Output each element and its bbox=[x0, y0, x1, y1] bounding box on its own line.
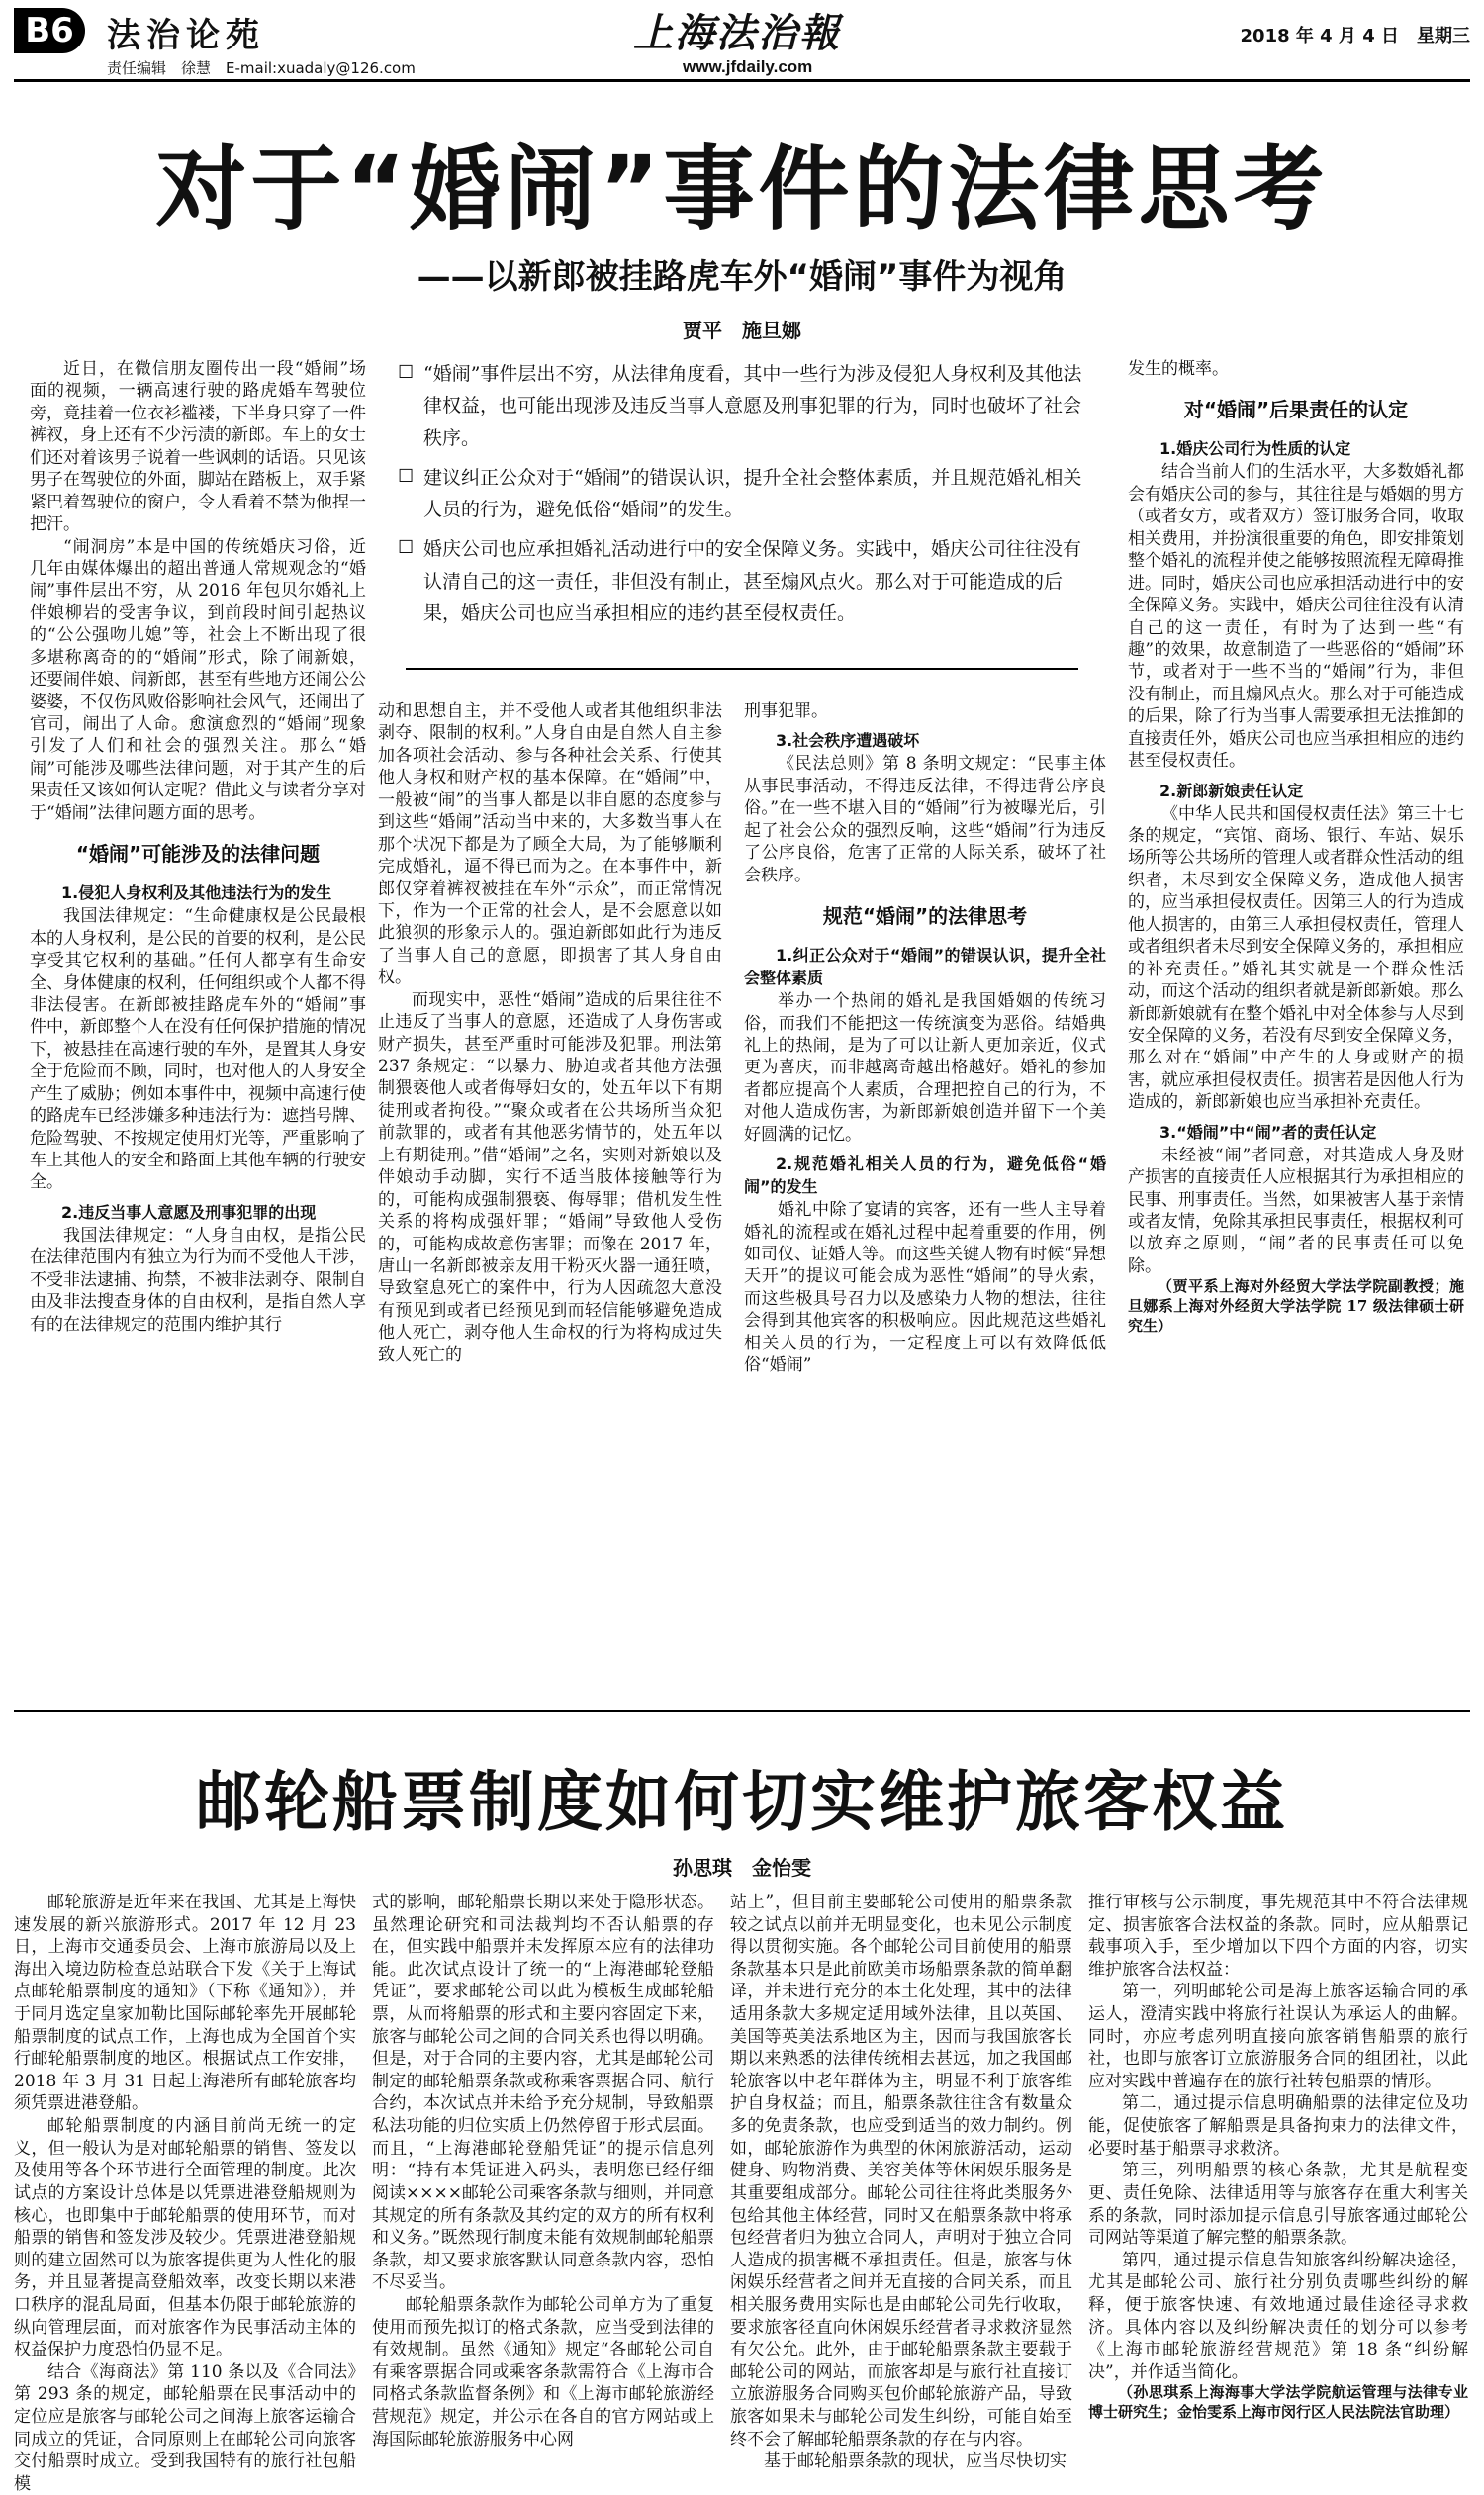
subheading: 1.侵犯人身权利及其他违法行为的发生 bbox=[61, 883, 332, 903]
article1-column-1 bbox=[30, 358, 366, 1336]
paragraph: 式的影响，邮轮船票长期以来处于隐形状态。虽然理论研究和司法裁判均不否认船票的存在，但实践中船票并未发挥原本应有的法律功能。此次试点设计了统一的“上海港邮轮登船凭证”，要求邮轮公司以此为模板生成邮轮船票，从而将船票的形式和主要内容固定下来，旅客与邮轮公司之间的合同关系也得以明确。但是，对于合同的主要内容，尤其是邮轮公司制定的邮轮船票条款或称乘客票据合同、航行合约，本次试点并未给予充分规制，导致船票私法功能的归位实质上仍然停留于形式层面。而且，“上海港邮轮登船凭证”的提示信息列明：“持有本凭证进入码头，表明您已经仔细阅读××××邮轮公司乘客条款与细则，并同意其规定的所有条款及其约定的双方的所有权利和义务。”既然现行制度未能有效规制邮轮船票条款，却又要求旅客默认同意条款内容，恐怕不尽妥当。 bbox=[372, 1893, 714, 2293]
article2-column-2 bbox=[372, 1892, 714, 2450]
editor-line: 责任编辑 徐慧 E-mail:xuadaly@126.com bbox=[107, 59, 416, 77]
article2-column-4 bbox=[1088, 1892, 1468, 2423]
paragraph: 邮轮船票制度的内涵目前尚无统一的定义，但一般认为是对邮轮船票的销售、签发以及使用等各个环节进行全面管理的制度。此次试点的方案设计总体是以凭票进港登船规则为核心，也即集中于邮轮船票的使用环节，而对船票的销售和签发涉及较少。凭票进港登船规则的建立固然可以为旅客提供更为人性化的服务，并且显著提高登船效率，改变长期以来港口秩序的混乱局面，但基本仍限于邮轮旅游的纵向管理层面，而对旅客作为民事活动主体的权益保护力度恐怕仍显不足。 bbox=[14, 2116, 356, 2360]
summary-box-rule bbox=[406, 668, 1078, 670]
header-rule bbox=[14, 79, 1470, 82]
paragraph: 邮轮船票条款作为邮轮公司单方为了重复使用而预先拟订的格式条款，应当受到法律的有效规制。虽然《通知》规定“各邮轮公司自有乘客票据合同或乘客条款需符合《上海市合同格式条款监督条例》和《上海市邮轮旅游经营规范》规定，并公示在各自的官方网站或上海国际邮轮旅游服务中心网 bbox=[372, 2294, 714, 2449]
subheading: 2.规范婚礼相关人员的行为，避免低俗“婚闹”的发生 bbox=[744, 1155, 1106, 1197]
author-note: （贾平系上海对外经贸大学法学院副教授；施旦娜系上海对外经贸大学法学院 17 级法律硕士研究生） bbox=[1128, 1277, 1464, 1335]
subheading: 1.纠正公众对于“婚闹”的错误认识，提升全社会整体素质 bbox=[744, 946, 1106, 988]
summary-item: ☐ 婚庆公司也应承担婚礼活动进行中的安全保障义务。实践中，婚庆公司往往没有认清自己的这一责任，非但没有制止，甚至煽风点火。那么对于可能造成的后果，婚庆公司也应当承担相应的违约甚至侵权责任。 bbox=[398, 533, 1090, 629]
article-divider bbox=[14, 1710, 1470, 1712]
author-note: （孙思琪系上海海事大学法学院航运管理与法律专业博士研究生；金怡雯系上海市闵行区人民法院法官助理） bbox=[1088, 2383, 1468, 2422]
summary-item: ☐ 建议纠正公众对于“婚闹”的错误认识，提升全社会整体素质，并且规范婚礼相关人员的行为，避免低俗“婚闹”的发生。 bbox=[398, 462, 1090, 526]
paragraph: 第一，列明邮轮公司是海上旅客运输合同的承运人，澄清实践中将旅行社误认为承运人的曲解。同时，亦应考虑列明直接向旅客销售船票的旅行社，也即与旅客订立旅游服务合同的组团社，以此应对实践中普遍存在的旅行社转包船票的情形。 bbox=[1088, 1982, 1468, 2091]
summary-item: ☐ “婚闹”事件层出不穷，从法律角度看，其中一些行为涉及侵犯人身权利及其他法律权益，也可能出现涉及违反当事人意愿及刑事犯罪的行为，同时也破坏了社会秩序。 bbox=[398, 358, 1090, 454]
paragraph: 站上”，但目前主要邮轮公司使用的船票条款较之试点以前并无明显变化，也未见公示制度得以贯彻实施。各个邮轮公司目前使用的船票条款基本只是此前欧美市场船票条款的简单翻译，并未进行充分的本土化处理，其中的法律适用条款大多规定适用域外法律，且以英国、美国等英美法系地区为主，因而与我国旅客长期以来熟悉的法律传统相去甚远，加之我国邮轮旅客以中老年群体为主，明显不利于旅客维护自身权益；而且，船票条款往往含有数量众多的免责条款，也应受到适当的效力制约。例如，邮轮旅游作为典型的休闲旅游活动，运动健身、购物消费、美容美体等休闲娱乐服务是其重要组成部分。邮轮公司往往将此类服务外包给其他主体经营，同时又在船票条款中将承包经营者归为独立合同人，声明对于独立合同人造成的损害概不承担责任。但是，旅客与休闲娱乐经营者之间并无直接的合同关系，而且相关服务费用实际也是由邮轮公司先行收取，要求旅客径直向休闲娱乐经营者寻求救济显然有欠公允。此外，由于邮轮船票条款主要载于邮轮公司的网站，而旅客却是与旅行社直接订立旅游服务合同购买包价邮轮旅游产品，导致旅客如果未与邮轮公司发生纠纷，可能自始至终不会了解邮轮船票条款的存在与内容。 bbox=[730, 1893, 1072, 2449]
paragraph: 第三，列明船票的核心条款，尤其是航程变更、责任免除、法律适用等与旅客存在重大利害关系的条款，同时添加提示信息引导旅客通过邮轮公司网站等渠道了解完整的船票条款。 bbox=[1088, 2161, 1468, 2249]
paragraph: 近日，在微信朋友圈传出一段“婚闹”场面的视频，一辆高速行驶的路虎婚车驾驶位旁，竟挂着一位衣衫褴褛，下半身只穿了一件裤衩，身上还有不少污渍的新郎。车上的女士们还对着该男子说着一些讽刺的话语。只见该男子在驾驶位的外面，脚站在踏板上，双手紧紧巴着驾驶位的窗户，令人看着不禁为他捏一把汗。 bbox=[30, 359, 366, 535]
subheading: 2.新郎新娘责任认定 bbox=[1159, 781, 1304, 800]
subheading: 1.婚庆公司行为性质的认定 bbox=[1159, 439, 1351, 459]
paragraph: 而现实中，恶性“婚闹”造成的后果往往不止违反了当事人的意愿，还造成了人身伤害或财产损失，甚至严重时可能涉及犯罪。刑法第 237 条规定：“以暴力、胁迫或者其他方法强制猥亵他人或者侮辱妇女的，处五年以下有期徒刑或者拘役。”“聚众或者在公共场所当众犯前款罪的，或者有其他恶劣情节的，处五年以上有期徒刑。”借“婚闹”之名，实则对新娘以及伴娘动手动脚，实行不适当肢体接触等行为的，可能构成强制猥亵、侮辱罪；借机发生性关系的将构成强奸罪；“婚闹”导致他人受伤的，可能构成故意伤害罪；而像在 2017 年，唐山一名新郎被亲友用干粉灭火器一通狂喷，导致窒息死亡的案件中，行为人因疏忽大意没有预见到或者已经预见到而轻信能够避免造成他人死亡，剥夺他人生命权的行为将构成过失致人死亡的 bbox=[378, 989, 722, 1365]
paragraph: 发生的概率。 bbox=[1128, 359, 1229, 379]
paragraph: “闹洞房”本是中国的传统婚庆习俗，近几年由媒体爆出的超出普通人常规观念的“婚闹”事件层出不穷，从 2016 年包贝尔婚礼上伴娘柳岩的受害争议，到前段时间引起热议的“公公强吻儿媳”等，社会上不断出现了很多堪称离奇的的“婚闹”形式，除了闹新娘，还要闹伴娘、闹新郎，甚至有些地方还闹公公婆婆，不仅伤风败俗影响社会风气，还闹出了官司，闹出了人命。愈演愈烈的“婚闹”现象引发了人们和社会的强烈关注。那么“婚闹”可能涉及哪些法律问题，对于其产生的后果责任又该如何认定呢？借此文与读者分享对于“婚闹”法律问题方面的思考。 bbox=[30, 536, 366, 823]
newspaper-url[interactable]: www.jfdaily.com bbox=[683, 57, 813, 76]
subheading: 3.社会秩序遭遇破坏 bbox=[776, 731, 920, 751]
article1-subtitle: ——以新郎被挂路虎车外“婚闹”事件为视角 bbox=[417, 257, 1067, 297]
paragraph: 《中华人民共和国侵权责任法》第三十七条的规定，“宾馆、商场、银行、车站、娱乐场所等公共场所的管理人或者群众性活动的组织者，未尽到安全保障义务，造成他人损害的，应当承担侵权责任。因第三人的行为造成他人损害的，由第三人承担侵权责任，管理人或者组织者未尽到安全保障义务的，承担相应的补充责任。”婚礼其实就是一个群众性活动，而这个活动的组织者就是新郎新娘。那么新郎新娘就有在整个婚礼中对全体参与人尽到安全保障的义务，若没有尽到安全保障义务，那么对在“婚闹”中产生的人身或财产的损害，就应承担侵权责任。损害若是因他人行为造成的，新郎新娘也应当承担补充责任。 bbox=[1128, 803, 1464, 1113]
paragraph: 我国法律规定：“生命健康权是公民最根本的人身权利，是公民的首要的权利，是公民享受其它权利的基础。”任何人都享有生命安全、身体健康的权利，任何组织或个人都不得非法侵害。在新郎被挂路虎车外的“婚闹”事件中，新郎整个人在没有任何保护措施的情况下，被悬挂在高速行驶的车外，是置其人身安全于危险而不顾，同时，也对他人的人身安全产生了威胁；例如本事件中，视频中高速行使的路虎车已经涉嫌多种违法行为：遮挡号牌、危险驾驶、不按规定使用灯光等，严重影响了车上其他人的安全和路面上其他车辆的行驶安全。 bbox=[30, 906, 366, 1193]
article1-column-2 bbox=[378, 700, 722, 1366]
section-heading: 规范“婚闹”的法律思考 bbox=[822, 904, 1028, 929]
paragraph: 第四，通过提示信息告知旅客纠纷解决途径，尤其是邮轮公司、旅行社分别负责哪些纠纷的解释，便于旅客快速、有效地通过最佳途径寻求救济。具体内容以及纠纷解决责任的划分可以参考《上海市邮轮旅游经营规范》第 18 条“纠纷解决”，并作适当简化。 bbox=[1088, 2250, 1468, 2382]
section-heading: 对“婚闹”后果责任的认定 bbox=[1183, 398, 1409, 422]
section-title: 法治论苑 bbox=[107, 16, 265, 55]
paragraph: 婚礼中除了宴请的宾客，还有一些人主导着婚礼的流程或在婚礼过程中起着重要的作用，例如司仪、证婚人等。而这些关键人物有时候“异想天开”的提议可能会成为恶性“婚闹”的导火索，而这些极具号召力以及感染力人物的想法，往往会得到其他宾客的积极响应。因此规范这些婚礼相关人员的行为，一定程度上可以有效降低低俗“婚闹” bbox=[744, 1200, 1106, 1376]
issue-date: 2018 年 4 月 4 日 星期三 bbox=[1240, 26, 1470, 46]
paragraph: 推行审核与公示制度，事先规范其中不符合法律规定、损害旅客合法权益的条款。同时，应从船票记载事项入手，至少增加以下四个方面的内容，切实维护旅客合法权益： bbox=[1088, 1893, 1468, 1980]
article1-column-3 bbox=[744, 700, 1106, 1377]
paragraph: 第二，通过提示信息明确船票的法律定位及功能，促使旅客了解船票是具备拘束力的法律文件，必要时基于船票寻求救济。 bbox=[1088, 2093, 1468, 2159]
paragraph: 刑事犯罪。 bbox=[744, 701, 828, 721]
checkbox-square-icon: ☐ bbox=[398, 362, 415, 383]
article2-column-1 bbox=[14, 1892, 356, 2495]
article2-title: 邮轮船票制度如何切实维护旅客权益 bbox=[196, 1764, 1288, 1840]
article1-authors: 贾平 施旦娜 bbox=[683, 319, 801, 342]
paragraph: 结合《海商法》第 110 条以及《合同法》第 293 条的规定，邮轮船票在民事活动中的定位应是旅客与邮轮公司之间海上旅客运输合同成立的凭证，合同原则上在邮轮公司向旅客交付船票时成立。受到我国特有的旅行社包船模 bbox=[14, 2361, 356, 2494]
summary-box bbox=[398, 358, 1090, 637]
article1-column-4 bbox=[1128, 358, 1464, 1337]
checkbox-square-icon: ☐ bbox=[398, 537, 415, 559]
checkbox-square-icon: ☐ bbox=[398, 465, 415, 487]
subheading: 3.“婚闹”中“闹”者的责任认定 bbox=[1159, 1122, 1377, 1142]
article2-column-3 bbox=[730, 1892, 1072, 2473]
article2-authors: 孙思琪 金怡雯 bbox=[673, 1856, 811, 1880]
newspaper-name: 上海法治報 bbox=[633, 10, 841, 56]
paragraph: 邮轮旅游是近年来在我国、尤其是上海快速发展的新兴旅游形式。2017 年 12 月 23 日，上海市交通委员会、上海市旅游局以及上海出入境边防检查总站联合下发《关于上海试点邮轮船票制度的通知》（下称《通知》），并于同月选定皇家加勒比国际邮轮率先开展邮轮船票制度的试点工作，上海也成为全国首个实行邮轮船票制度的地区。根据试点工作安排，2018 年 3 月 31 日起上海港所有邮轮旅客均须凭票进港登船。 bbox=[14, 1893, 356, 2114]
paragraph: 我国法律规定：“人身自由权，是指公民在法律范围内有独立为行为而不受他人干涉，不受非法逮捕、拘禁，不被非法剥夺、限制自由及非法搜查身体的自由权利，是指自然人享有的在法律规定的范围内维护其行 bbox=[30, 1225, 366, 1335]
section-heading: “婚闹”可能涉及的法律问题 bbox=[75, 842, 321, 867]
paragraph: 动和思想自主，并不受他人或者其他组织非法剥夺、限制的权利。”人身自由是自然人自主参加各项社会活动、参与各种社会关系、行使其他人身权和财产权的基本保障。在“婚闹”中，一般被“闹”的当事人都是以非自愿的态度参与到这些“婚闹”活动当中来的，大多数当事人在那个状况下都是为了顾全大局，为了能够顺利完成婚礼，逼不得已而为之。在本事件中，新郎仅穿着裤衩被挂在车外“示众”，而正常情况下，作为一个正常的社会人，是不会愿意以如此狼狈的形象示人的。强迫新郎如此行为违反了当事人自己的意愿，即损害了其人身自由权。 bbox=[378, 701, 722, 988]
paragraph: 《民法总则》第 8 条明文规定：“民事主体从事民事活动，不得违反法律，不得违背公序良俗。”在一些不堪入目的“婚闹”行为被曝光后，引起了社会公众的强烈反响，这些“婚闹”行为违反了公序良俗，危害了正常的人际关系，破坏了社会秩序。 bbox=[744, 754, 1106, 885]
paragraph: 结合当前人们的生活水平，大多数婚礼都会有婚庆公司的参与，其往往是与婚姻的男方（或者女方，或者双方）签订服务合同，收取相关费用，并扮演很重要的角色，即安排策划整个婚礼的流程并使之能够按照流程无障碍推进。同时，婚庆公司也应承担活动进行中的安全保障义务。实践中，婚庆公司往往没有认清自己的这一责任，有时为了达到一些“有趣”的效果，故意制造了一些恶俗的“婚闹”环节，或者对于一些不当的“婚闹”行为，非但没有制止，而且煽风点火。那么对于可能造成的后果，除了行为当事人需要承担无法推卸的直接责任外，婚庆公司也应当承担相应的违约甚至侵权责任。 bbox=[1128, 462, 1464, 772]
paragraph: 举办一个热闹的婚礼是我国婚姻的传统习俗，而我们不能把这一传统演变为恶俗。结婚典礼上的热闹，是为了可以让新人更加亲近，仪式更为喜庆，而非越离奇越出格越好。婚礼的参加者都应提高个人素质，合理把控自己的行为，不对他人造成伤害，为新郎新娘创造并留下一个美好圆满的记忆。 bbox=[744, 991, 1106, 1145]
paragraph: 基于邮轮船票条款的现状，应当尽快切实 bbox=[764, 2451, 1067, 2472]
subheading: 2.违反当事人意愿及刑事犯罪的出现 bbox=[61, 1202, 317, 1222]
article1-title: 对于“婚闹”事件的法律思考 bbox=[155, 137, 1329, 242]
paragraph: 未经被“闹”者同意，对其造成人身及财产损害的直接责任人应根据其行为承担相应的民事、刑事责任。当然，如果被害人基于亲情或者友情，免除其承担民事责任，根据权利可以放弃之原则，“闹”者的民事责任可以免除。 bbox=[1128, 1145, 1464, 1276]
page-badge: B6 bbox=[14, 8, 85, 53]
